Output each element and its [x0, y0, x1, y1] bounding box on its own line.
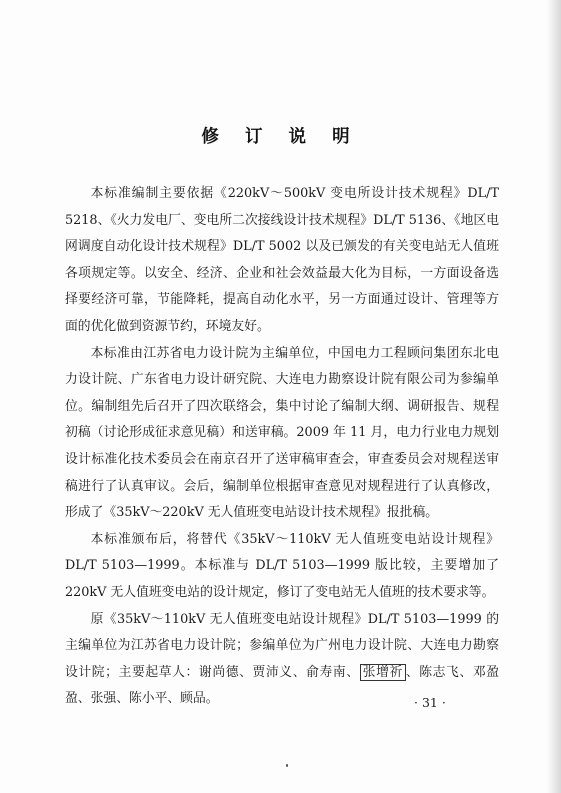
original-authors-text: 原《35kV～110kV 无人值班变电站设计规程》DL/T 5103—1999 的主编单位为江苏省电力设计院；参编单位为广州电力设计院、大连电力勘察设计院；主要起草人：谢尚德、贾沛义、俞寿南、 [65, 611, 499, 680]
boxed-author-name: 张增祈 [360, 664, 406, 681]
scan-speck [286, 764, 288, 767]
paragraph-editors: 本标准由江苏省电力设计院为主编单位，中国电力工程顾问集团东北电力设计院、广东省电力设计研究院、大连电力勘察设计院有限公司为参编单位。编制组先后召开了四次联络会，集中讨论了编制大纲、调研报告、规程初稿（讨论形成征求意见稿）和送审稿。2009 年 11 月，电力行业电力规划设计标准化技术委员会在南京召开了送审稿审查会，审查委员会对规程送审稿进行了认真审议。会后，编制单位根据审查意见对规程进行了认真修改，形成了《35kV～220kV 无人值班变电站设计技术规程》报批稿。 [65, 345, 499, 521]
paragraph-replacement: 本标准颁布后，将替代《35kV～110kV 无人值班变电站设计规程》DL/T 5103—1999。本标准与 DL/T 5103—1999 版比较，主要增加了 220kV 无人值班变电站的设计规定，修订了变电站无人值班的技术要求等。 [65, 531, 499, 600]
original-authors-text-end: 、陈志飞、邓盈盈、张强、陈小平、顾品。 [65, 664, 500, 707]
body-text [65, 181, 499, 713]
paragraph-basis: 本标准编制主要依据《220kV～500kV 变电所设计技术规程》DL/T 5218、《火力发电厂、变电所二次接线设计技术规程》DL/T 5136、《地区电网调度自动化设计技术规程》DL/T 5002 以及已颁发的有关变电站无人值班各项规定等。以安全、经济、企业和社会效益最大化为目标，一方面设备选择要经济可靠，节能降耗，提高自动化水平，另一方面通过设计、管理等方面的优化做到资源节约，环境友好。 [65, 186, 499, 334]
page-edge-shadow [547, 0, 561, 793]
page-title: 修 订 说 明 [201, 127, 360, 147]
page-number: · 31 · [414, 695, 446, 710]
